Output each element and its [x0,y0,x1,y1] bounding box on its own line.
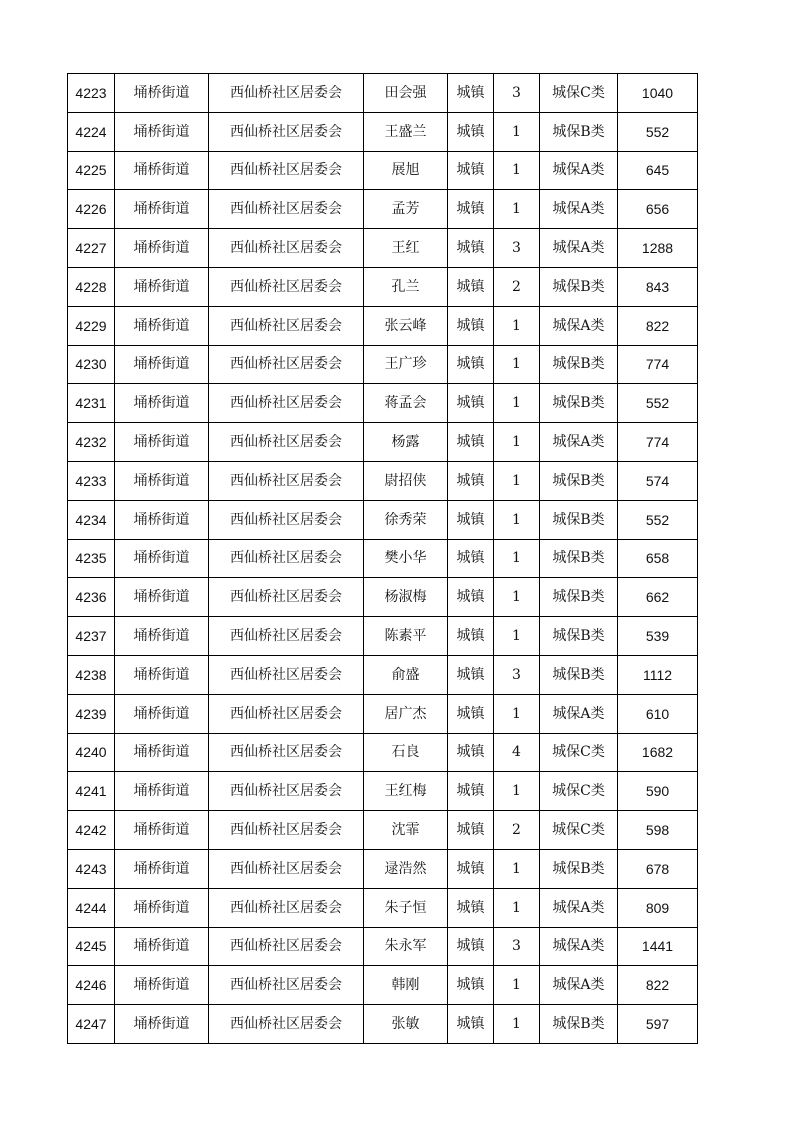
cell-id: 4246 [68,966,115,1005]
cell-id: 4241 [68,772,115,811]
cell-id: 4230 [68,345,115,384]
cell-amount: 843 [618,267,698,306]
cell-street: 埇桥街道 [115,772,209,811]
cell-name: 徐秀荣 [364,500,448,539]
cell-id: 4244 [68,888,115,927]
cell-amount: 598 [618,811,698,850]
cell-count: 2 [494,811,540,850]
table-row [68,694,698,733]
cell-area: 城镇 [448,112,494,151]
table-row [68,384,698,423]
cell-name: 孔兰 [364,267,448,306]
cell-area: 城镇 [448,733,494,772]
cell-count: 1 [494,849,540,888]
cell-name: 陈素平 [364,617,448,656]
cell-amount: 809 [618,888,698,927]
cell-community: 西仙桥社区居委会 [209,811,364,850]
cell-category: 城保B类 [540,1005,618,1044]
table-row [68,888,698,927]
cell-community: 西仙桥社区居委会 [209,733,364,772]
cell-id: 4223 [68,74,115,113]
cell-street: 埇桥街道 [115,190,209,229]
cell-id: 4234 [68,500,115,539]
cell-id: 4240 [68,733,115,772]
cell-category: 城保C类 [540,74,618,113]
cell-amount: 658 [618,539,698,578]
cell-name: 王广珍 [364,345,448,384]
cell-name: 王红梅 [364,772,448,811]
cell-count: 1 [494,112,540,151]
cell-community: 西仙桥社区居委会 [209,539,364,578]
cell-name: 朱子恒 [364,888,448,927]
cell-area: 城镇 [448,229,494,268]
cell-area: 城镇 [448,811,494,850]
table-row [68,112,698,151]
cell-area: 城镇 [448,500,494,539]
table-row [68,927,698,966]
cell-area: 城镇 [448,384,494,423]
cell-area: 城镇 [448,74,494,113]
cell-id: 4239 [68,694,115,733]
cell-street: 埇桥街道 [115,423,209,462]
cell-amount: 774 [618,423,698,462]
cell-street: 埇桥街道 [115,306,209,345]
cell-community: 西仙桥社区居委会 [209,229,364,268]
cell-count: 1 [494,384,540,423]
cell-id: 4243 [68,849,115,888]
cell-amount: 656 [618,190,698,229]
cell-name: 张敏 [364,1005,448,1044]
table-row [68,849,698,888]
cell-count: 3 [494,655,540,694]
table-row [68,772,698,811]
cell-id: 4235 [68,539,115,578]
cell-amount: 822 [618,966,698,1005]
cell-id: 4247 [68,1005,115,1044]
cell-category: 城保B类 [540,384,618,423]
cell-category: 城保A类 [540,151,618,190]
cell-street: 埇桥街道 [115,888,209,927]
cell-community: 西仙桥社区居委会 [209,849,364,888]
cell-area: 城镇 [448,267,494,306]
cell-community: 西仙桥社区居委会 [209,500,364,539]
cell-count: 1 [494,578,540,617]
cell-count: 1 [494,190,540,229]
roster-body [68,74,698,1044]
cell-area: 城镇 [448,190,494,229]
cell-street: 埇桥街道 [115,539,209,578]
cell-category: 城保A类 [540,306,618,345]
cell-street: 埇桥街道 [115,849,209,888]
cell-count: 3 [494,229,540,268]
cell-amount: 774 [618,345,698,384]
cell-area: 城镇 [448,461,494,500]
table-row [68,229,698,268]
cell-area: 城镇 [448,849,494,888]
cell-category: 城保B类 [540,655,618,694]
table-row [68,423,698,462]
cell-id: 4224 [68,112,115,151]
cell-amount: 552 [618,384,698,423]
cell-area: 城镇 [448,927,494,966]
cell-amount: 597 [618,1005,698,1044]
table-row [68,578,698,617]
cell-community: 西仙桥社区居委会 [209,1005,364,1044]
cell-community: 西仙桥社区居委会 [209,423,364,462]
cell-amount: 1288 [618,229,698,268]
cell-name: 孟芳 [364,190,448,229]
cell-community: 西仙桥社区居委会 [209,617,364,656]
cell-amount: 1441 [618,927,698,966]
cell-count: 1 [494,151,540,190]
cell-area: 城镇 [448,345,494,384]
cell-name: 俞盛 [364,655,448,694]
cell-category: 城保A类 [540,888,618,927]
table-row [68,966,698,1005]
cell-street: 埇桥街道 [115,151,209,190]
cell-category: 城保B类 [540,112,618,151]
cell-amount: 552 [618,500,698,539]
cell-count: 1 [494,461,540,500]
cell-count: 3 [494,927,540,966]
cell-community: 西仙桥社区居委会 [209,190,364,229]
cell-community: 西仙桥社区居委会 [209,461,364,500]
cell-name: 王盛兰 [364,112,448,151]
cell-category: 城保B类 [540,539,618,578]
cell-amount: 552 [618,112,698,151]
cell-count: 1 [494,772,540,811]
cell-category: 城保A类 [540,694,618,733]
cell-category: 城保B类 [540,345,618,384]
cell-category: 城保A类 [540,966,618,1005]
cell-street: 埇桥街道 [115,384,209,423]
cell-id: 4237 [68,617,115,656]
cell-id: 4227 [68,229,115,268]
cell-street: 埇桥街道 [115,966,209,1005]
cell-amount: 1040 [618,74,698,113]
cell-area: 城镇 [448,772,494,811]
cell-count: 3 [494,74,540,113]
cell-amount: 590 [618,772,698,811]
table-row [68,617,698,656]
cell-count: 1 [494,694,540,733]
cell-street: 埇桥街道 [115,655,209,694]
cell-street: 埇桥街道 [115,733,209,772]
cell-area: 城镇 [448,539,494,578]
cell-count: 1 [494,617,540,656]
table-row [68,733,698,772]
table-row [68,74,698,113]
cell-category: 城保B类 [540,849,618,888]
cell-community: 西仙桥社区居委会 [209,384,364,423]
cell-community: 西仙桥社区居委会 [209,74,364,113]
cell-category: 城保B类 [540,500,618,539]
cell-count: 1 [494,345,540,384]
table-row [68,500,698,539]
cell-id: 4226 [68,190,115,229]
cell-street: 埇桥街道 [115,578,209,617]
cell-amount: 574 [618,461,698,500]
cell-name: 樊小华 [364,539,448,578]
table-row [68,151,698,190]
cell-name: 王红 [364,229,448,268]
cell-name: 沈霏 [364,811,448,850]
table-row [68,655,698,694]
cell-category: 城保C类 [540,772,618,811]
cell-name: 居广杰 [364,694,448,733]
cell-category: 城保B类 [540,267,618,306]
cell-name: 朱永军 [364,927,448,966]
cell-name: 展旭 [364,151,448,190]
cell-area: 城镇 [448,694,494,733]
cell-area: 城镇 [448,655,494,694]
cell-area: 城镇 [448,617,494,656]
cell-id: 4233 [68,461,115,500]
table-row [68,811,698,850]
cell-community: 西仙桥社区居委会 [209,655,364,694]
cell-count: 1 [494,423,540,462]
cell-community: 西仙桥社区居委会 [209,772,364,811]
cell-category: 城保B类 [540,461,618,500]
cell-community: 西仙桥社区居委会 [209,578,364,617]
cell-amount: 662 [618,578,698,617]
cell-amount: 678 [618,849,698,888]
cell-id: 4245 [68,927,115,966]
cell-name: 尉招侠 [364,461,448,500]
cell-name: 田会强 [364,74,448,113]
cell-street: 埇桥街道 [115,811,209,850]
table-row [68,345,698,384]
cell-id: 4242 [68,811,115,850]
cell-count: 1 [494,888,540,927]
cell-name: 石良 [364,733,448,772]
cell-name: 逯浩然 [364,849,448,888]
cell-amount: 822 [618,306,698,345]
cell-count: 1 [494,500,540,539]
cell-amount: 539 [618,617,698,656]
cell-area: 城镇 [448,1005,494,1044]
cell-category: 城保B类 [540,578,618,617]
cell-street: 埇桥街道 [115,927,209,966]
cell-area: 城镇 [448,151,494,190]
cell-name: 蒋孟会 [364,384,448,423]
cell-id: 4229 [68,306,115,345]
cell-category: 城保C类 [540,733,618,772]
cell-community: 西仙桥社区居委会 [209,267,364,306]
cell-name: 杨露 [364,423,448,462]
cell-street: 埇桥街道 [115,345,209,384]
cell-area: 城镇 [448,888,494,927]
cell-category: 城保A类 [540,927,618,966]
cell-community: 西仙桥社区居委会 [209,927,364,966]
cell-street: 埇桥街道 [115,500,209,539]
roster-table [67,73,698,1044]
cell-amount: 1682 [618,733,698,772]
table-row [68,190,698,229]
cell-category: 城保A类 [540,423,618,462]
cell-street: 埇桥街道 [115,112,209,151]
cell-street: 埇桥街道 [115,694,209,733]
cell-amount: 645 [618,151,698,190]
cell-community: 西仙桥社区居委会 [209,694,364,733]
cell-street: 埇桥街道 [115,617,209,656]
cell-id: 4238 [68,655,115,694]
cell-id: 4228 [68,267,115,306]
cell-count: 1 [494,966,540,1005]
table-row [68,306,698,345]
cell-amount: 1112 [618,655,698,694]
table-row [68,539,698,578]
table-row [68,267,698,306]
cell-area: 城镇 [448,578,494,617]
cell-area: 城镇 [448,306,494,345]
cell-count: 1 [494,306,540,345]
cell-count: 2 [494,267,540,306]
cell-area: 城镇 [448,423,494,462]
cell-community: 西仙桥社区居委会 [209,151,364,190]
cell-street: 埇桥街道 [115,267,209,306]
cell-community: 西仙桥社区居委会 [209,966,364,1005]
cell-category: 城保C类 [540,811,618,850]
cell-count: 1 [494,539,540,578]
cell-street: 埇桥街道 [115,74,209,113]
cell-id: 4236 [68,578,115,617]
cell-community: 西仙桥社区居委会 [209,345,364,384]
cell-community: 西仙桥社区居委会 [209,888,364,927]
cell-community: 西仙桥社区居委会 [209,112,364,151]
cell-street: 埇桥街道 [115,1005,209,1044]
cell-id: 4232 [68,423,115,462]
cell-count: 1 [494,1005,540,1044]
cell-area: 城镇 [448,966,494,1005]
cell-amount: 610 [618,694,698,733]
cell-category: 城保B类 [540,617,618,656]
cell-community: 西仙桥社区居委会 [209,306,364,345]
table-row [68,1005,698,1044]
cell-category: 城保A类 [540,229,618,268]
cell-id: 4225 [68,151,115,190]
cell-name: 杨淑梅 [364,578,448,617]
cell-category: 城保A类 [540,190,618,229]
cell-name: 韩刚 [364,966,448,1005]
table-row [68,461,698,500]
cell-count: 4 [494,733,540,772]
cell-name: 张云峰 [364,306,448,345]
cell-street: 埇桥街道 [115,229,209,268]
cell-id: 4231 [68,384,115,423]
cell-street: 埇桥街道 [115,461,209,500]
